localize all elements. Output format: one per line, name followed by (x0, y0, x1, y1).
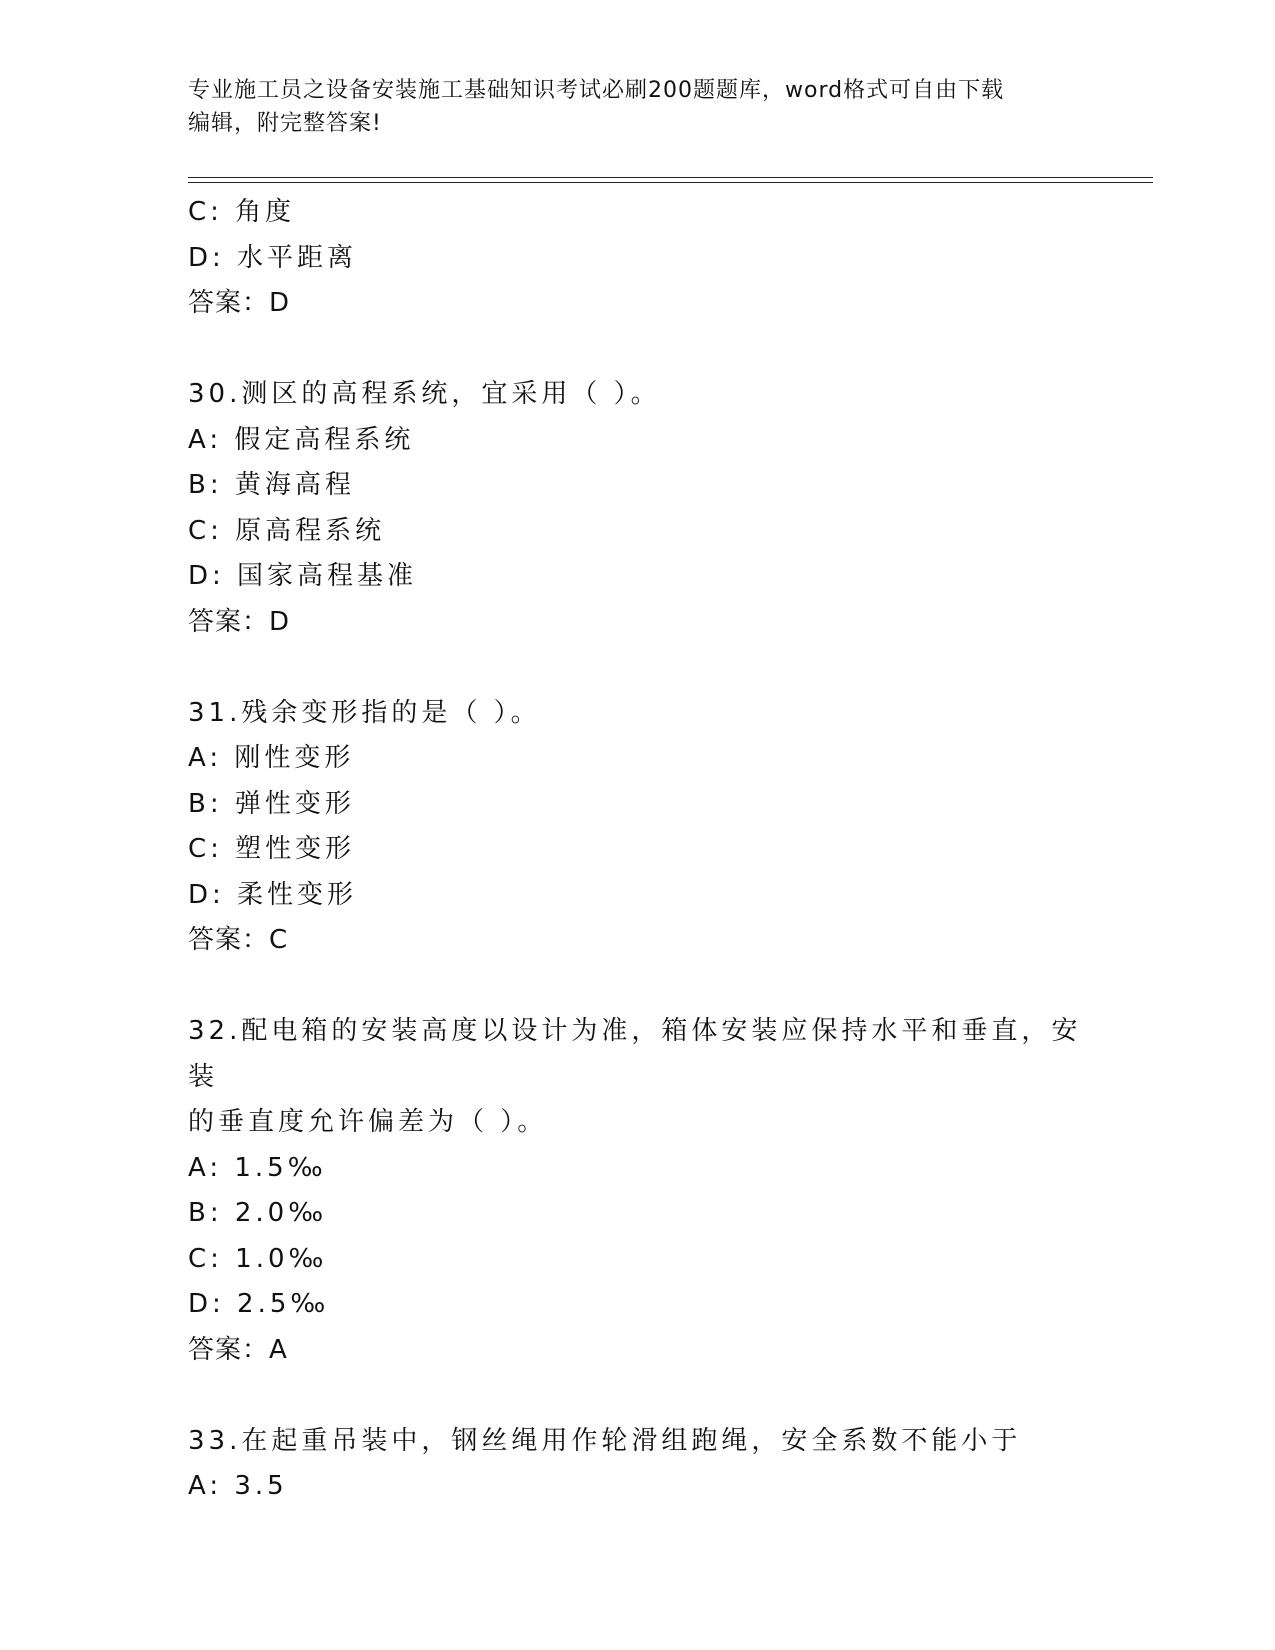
option-line: D: 水平距离 (188, 242, 358, 273)
option-line: B: 黄海高程 (188, 470, 355, 500)
option-line: D: 2.5‰ (188, 1289, 330, 1319)
option-line: B: 2.0‰ (188, 1198, 328, 1228)
option-line: C: 原高程系统 (188, 515, 386, 546)
answer-line: 答案：A (188, 1334, 288, 1365)
option-line: A: 刚性变形 (188, 743, 355, 773)
previous-question-tail (188, 190, 1088, 327)
spacer (188, 645, 1088, 691)
question-block (188, 691, 1088, 964)
spacer (188, 1373, 1088, 1419)
option-line: A: 3.5 (188, 1471, 288, 1501)
question-block (188, 372, 1088, 645)
header-line-1: 专业施工员之设备安装施工基础知识考试必刷200题题库，word格式可自由下载 (188, 78, 1005, 103)
question-stem: 30.测区的高程系统，宜采用（ ）。 (188, 379, 661, 409)
header-divider-bottom (188, 182, 1153, 183)
header-line-2: 编辑，附完整答案! (188, 111, 382, 136)
spacer (188, 327, 1088, 373)
question-list (188, 190, 1088, 1510)
question-block (188, 1009, 1088, 1373)
header-divider-top (188, 177, 1153, 178)
option-line: B: 弹性变形 (188, 788, 355, 819)
spacer (188, 964, 1088, 1010)
question-stem: 31.残余变形指的是（ ）。 (188, 697, 541, 728)
answer-line: 答案：D (188, 288, 291, 318)
option-line: A: 假定高程系统 (188, 424, 415, 455)
document-header (188, 74, 1088, 140)
question-stem-continued: 的垂直度允许偏差为（ ）。 (188, 1107, 548, 1137)
question-block (188, 1419, 1088, 1510)
option-line: C: 1.0‰ (188, 1243, 328, 1274)
option-line: D: 国家高程基准 (188, 561, 418, 591)
option-line: C: 角度 (188, 197, 296, 227)
option-line: A: 1.5‰ (188, 1152, 327, 1183)
answer-line: 答案：D (188, 606, 291, 637)
option-line: C: 塑性变形 (188, 834, 356, 864)
answer-line: 答案：C (188, 925, 289, 955)
option-line: D: 柔性变形 (188, 879, 358, 910)
question-stem: 32.配电箱的安装高度以设计为准，箱体安装应保持水平和垂直，安装 (188, 1016, 1082, 1092)
question-stem: 33.在起重吊装中，钢丝绳用作轮滑组跑绳，安全系数不能小于 (188, 1425, 1022, 1456)
